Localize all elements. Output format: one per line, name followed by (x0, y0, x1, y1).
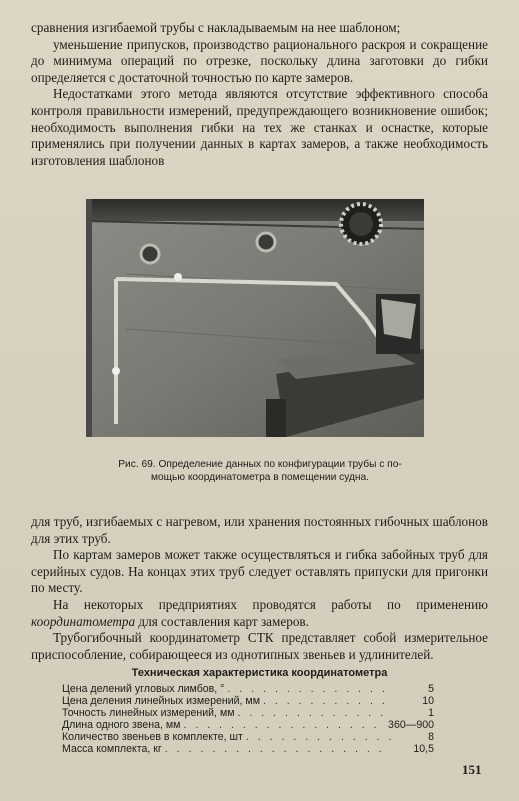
spec-label: Масса комплекта, кг (62, 743, 162, 755)
spec-row (62, 683, 434, 695)
top-text-block (31, 20, 488, 169)
paragraph: Трубогибочный координатометр СТК представляет собой измерительное приспособление, собирающееся из однотипных звеньев и удлинителей. (31, 630, 488, 662)
leader-dots (263, 695, 391, 707)
spec-label: Точность линейных измерений, мм (62, 707, 235, 719)
spec-table-title: Техническая характеристика координатометра (131, 667, 388, 679)
paragraph: Недостатками этого метода являются отсутствие эффективного способа контроля правильности измерений, предупреждающего возникновение ошибок; необходимость выполнения гибки на тех же станках и оснастке, которые применялись при получении данных в картах замеров, а также необходимость изготовления шаблонов (31, 86, 488, 168)
figure-caption (60, 458, 460, 484)
page-number: 151 (462, 762, 482, 777)
caption-line: Рис. 69. Определение данных по конфигурации трубы с по- (118, 459, 402, 470)
paragraph: уменьшение припусков, производство рационального раскроя и сокращение до минимума операций по отрезке, поскольку длина заготовки до гибки определяется с достаточной точностью по карте замеров. (31, 36, 488, 85)
ship-interior-photo (86, 199, 424, 437)
spec-label: Количество звеньев в комплекте, шт (62, 731, 243, 743)
spec-value: 10 (422, 695, 434, 707)
spec-label: Длина одного звена, мм (62, 719, 181, 731)
spec-row (62, 719, 434, 731)
paragraph: сравнения изгибаемой трубы с накладываемым на нее шаблоном; (31, 20, 401, 35)
spec-label: Цена делений угловых лимбов, ° (62, 683, 225, 695)
caption-line: мощью координатометра в помещении судна. (150, 472, 370, 483)
spec-label: Цена деления линейных измерений, мм (62, 695, 260, 707)
paragraph: По картам замеров может также осуществляться и гибка забойных труб для серийных судов. На концах этих труб следует оставлять припуски для пригонки по месту. (31, 547, 488, 596)
leader-dots (238, 707, 391, 719)
spec-value: 360—900 (388, 719, 434, 731)
spec-value: 8 (428, 731, 434, 743)
paragraph-text: На некоторых предприятиях проводятся работы по применению (53, 596, 488, 612)
paragraph-text: для составления карт замеров. (135, 613, 309, 629)
spec-table (62, 683, 434, 755)
paragraph (31, 597, 488, 630)
bottom-text-block (31, 514, 488, 663)
spec-row (62, 743, 434, 755)
spec-row (62, 707, 434, 719)
leader-dots (183, 719, 385, 731)
leader-dots (227, 683, 391, 695)
spec-value: 5 (428, 683, 434, 695)
spec-value: 10,5 (413, 743, 434, 755)
spec-row (62, 731, 434, 743)
spec-value: 1 (428, 707, 434, 719)
leader-dots (165, 743, 391, 755)
paragraph: для труб, изгибаемых с нагревом, или хранения постоянных гибочных шаблонов для этих труб. (31, 514, 488, 546)
spec-row (62, 695, 434, 707)
leader-dots (246, 731, 391, 743)
figure-photo (86, 199, 424, 437)
emphasized-term: координатометра (31, 613, 136, 629)
